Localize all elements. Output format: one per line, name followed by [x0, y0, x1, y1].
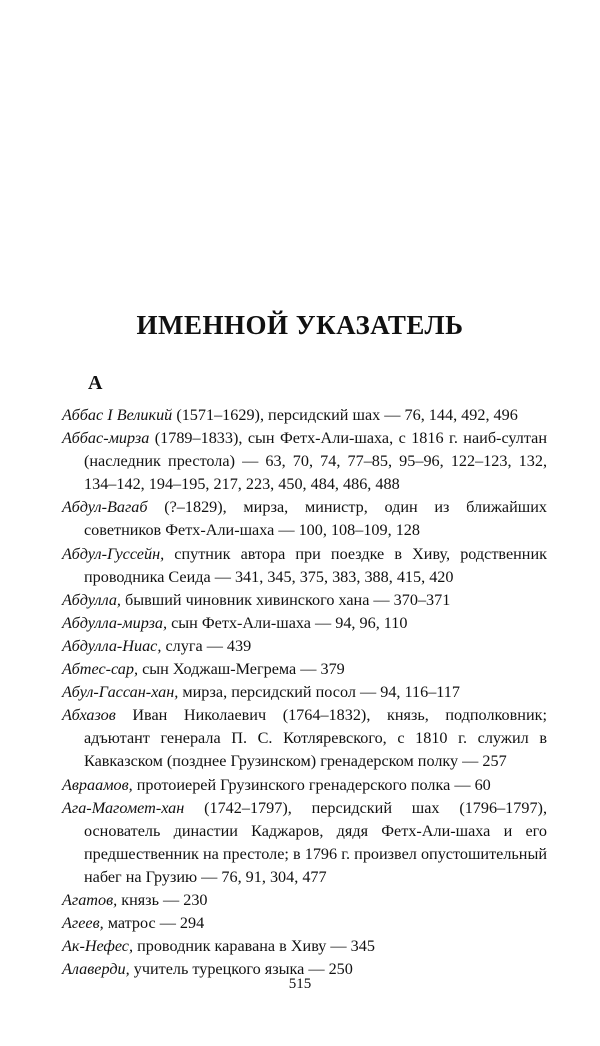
section-letter: А: [88, 372, 103, 394]
index-entry: [62, 427, 547, 496]
entry-text: спутник автора при поездке в Хиву, родственник проводника Сеида — 341, 345, 375, 383, 388, 415, 420: [84, 544, 547, 586]
index-entry: [62, 635, 547, 658]
entry-name: Аббас-мирза: [62, 429, 150, 448]
entry-text: учитель турецкого языка — 250: [129, 960, 353, 979]
entry-name: Агатов,: [62, 890, 118, 909]
index-entry: [62, 496, 547, 542]
entry-text: сын Ходжаш-Мегрема — 379: [138, 660, 345, 679]
entry-text: протоиерей Грузинского гренадерского полка — 60: [132, 775, 491, 794]
index-entry: [62, 889, 547, 912]
index-entry: [62, 658, 547, 681]
entry-name: Авраамов,: [62, 775, 133, 794]
entry-name: Абтес-сар,: [62, 660, 139, 679]
entry-name: Алаверди,: [62, 960, 130, 979]
index-entry: [62, 797, 547, 889]
entry-name: Абдулла-мирза,: [62, 613, 168, 632]
entry-text: (?–1829), мирза, министр, один из ближайших советников Фетх-Али-шаха — 100, 108–109, 128: [84, 498, 547, 540]
entry-name: Абхазов: [62, 706, 116, 725]
index-entry: [62, 774, 547, 797]
page-number: 515: [288, 976, 312, 992]
entry-text: слуга — 439: [161, 636, 252, 655]
entry-text: матрос — 294: [103, 914, 205, 933]
entry-text: мирза, персидский посол — 94, 116–117: [178, 683, 460, 702]
index-entry: [62, 704, 547, 773]
index-entries: [62, 404, 547, 981]
index-entry: [62, 404, 547, 427]
entry-text: сын Фетх-Али-шаха — 94, 96, 110: [167, 613, 408, 632]
entry-name: Агеев,: [62, 914, 104, 933]
entry-name: Ак-Нефес,: [62, 937, 134, 956]
page-title: ИМЕННОЙ УКАЗАТЕЛЬ: [136, 310, 464, 340]
entry-text: проводник каравана в Хиву — 345: [133, 937, 375, 956]
index-entry: [62, 543, 547, 589]
entry-text: Иван Николаевич (1764–1832), князь, подполковник; адъютант генерала П. С. Котляревского, с 1810 г. служил в Кавказском (позднее Грузинском) гренадерском полку — 257: [84, 706, 547, 771]
index-entry: [62, 589, 547, 612]
entry-name: Ага-Магомет-хан: [62, 798, 185, 817]
index-entry: [62, 935, 547, 958]
entry-text: князь — 230: [117, 890, 208, 909]
entry-text: (1571–1629), персидский шах — 76, 144, 492, 496: [172, 406, 518, 424]
entry-text: бывший чиновник хивинского хана — 370–371: [120, 590, 451, 609]
entry-name: Абдул-Гуссейн,: [62, 544, 165, 563]
entry-name: Абдулла,: [62, 590, 121, 609]
entry-name: Аббас I Великий: [62, 406, 173, 424]
index-entry: [62, 912, 547, 935]
entry-name: Абдулла-Ниас,: [62, 636, 162, 655]
entry-name: Абул-Гассан-хан,: [62, 683, 179, 702]
entry-text: (1789–1833), сын Фетх-Али-шаха, с 1816 г. наиб-султан (наследник престола) — 63, 70, 74, 77–85, 95–96, 122–123, 132, 134–142, 194–195, 217, 223, 450, 484, 486, 488: [84, 429, 547, 494]
index-entry: [62, 681, 547, 704]
index-entry: [62, 612, 547, 635]
entry-name: Абдул-Вагаб: [62, 498, 148, 517]
entry-text: (1742–1797), персидский шах (1796–1797), основатель династии Каджаров, дядя Фетх-Али-шаха и его предшественник на престоле; в 1796 г. произвел опустошительный набег на Грузию — 76, 91, 304, 477: [84, 798, 547, 886]
